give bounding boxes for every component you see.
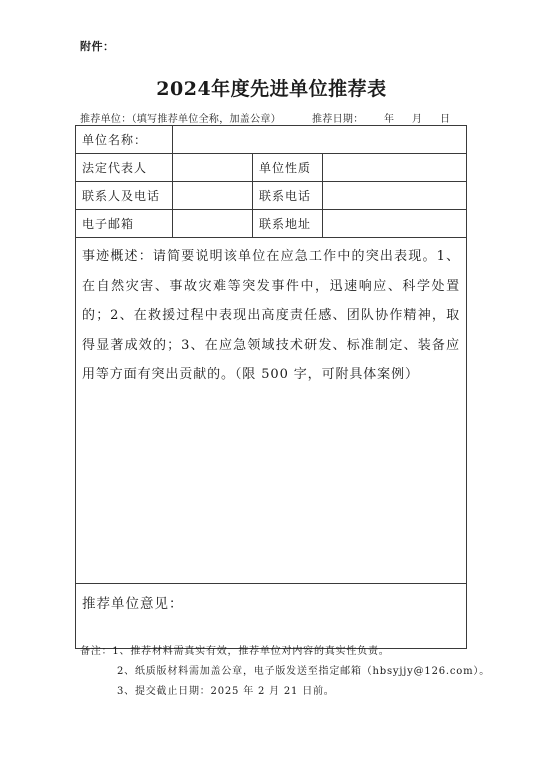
contact-phone-value-cell xyxy=(323,182,467,210)
contact-phone-label: 联系电话 xyxy=(253,182,323,210)
table-row-contact xyxy=(76,182,467,210)
note-line-1: 备注：1、推荐材料需真实有效，推荐单位对内容的真实性负责。 xyxy=(80,646,390,657)
unit-name-value-cell xyxy=(173,126,467,154)
email-value-cell xyxy=(173,210,253,238)
contact-person-phone-label: 联系人及电话 xyxy=(76,182,173,210)
recommendation-form-table xyxy=(75,125,467,649)
table-row-legal-representative xyxy=(76,154,467,182)
unit-nature-value-cell xyxy=(323,154,467,182)
contact-address-value-cell xyxy=(323,210,467,238)
achievement-description: 事迹概述：请简要说明该单位在应急工作中的突出表现。1、在自然灾害、事故灾难等突发事件中，迅速响应、科学处置的；2、在救援过程中表现出高度责任感、团队协作精神，取得显著成效的；3、在应急领域技术研发、标准制定、装备应用等方面有突出贡献的。（限 500 字，可附具体案例） xyxy=(76,238,467,584)
table-row-description xyxy=(76,238,467,584)
email-label: 电子邮箱 xyxy=(76,210,173,238)
date-day-label: 日 xyxy=(440,114,451,125)
note-line-2: 2、纸质版材料需加盖公章，电子版发送至指定邮箱（hbsyjjy@126.com）。 xyxy=(117,666,491,677)
contact-address-label: 联系地址 xyxy=(253,210,323,238)
note-line-3: 3、提交截止日期：2025 年 2 月 21 日前。 xyxy=(117,686,335,697)
recommending-unit-opinion-label: 推荐单位意见： xyxy=(76,584,467,649)
table-row-unit-name xyxy=(76,126,467,154)
date-month-label: 月 xyxy=(412,114,423,125)
unit-nature-label: 单位性质 xyxy=(253,154,323,182)
attachment-label: 附件： xyxy=(80,40,115,53)
form-title: 2024年度先进单位推荐表 xyxy=(156,78,387,100)
contact-person-phone-value-cell xyxy=(173,182,253,210)
unit-name-label: 单位名称： xyxy=(76,126,173,154)
date-year-label: 年 xyxy=(384,114,395,125)
recommend-date-label: 推荐日期： xyxy=(312,114,364,125)
table-row-email-address xyxy=(76,210,467,238)
table-row-opinion xyxy=(76,584,467,649)
legal-representative-label: 法定代表人 xyxy=(76,154,173,182)
recommending-unit-label: 推荐单位：（填写推荐单位全称，加盖公章） xyxy=(80,114,281,125)
legal-representative-value-cell xyxy=(173,154,253,182)
